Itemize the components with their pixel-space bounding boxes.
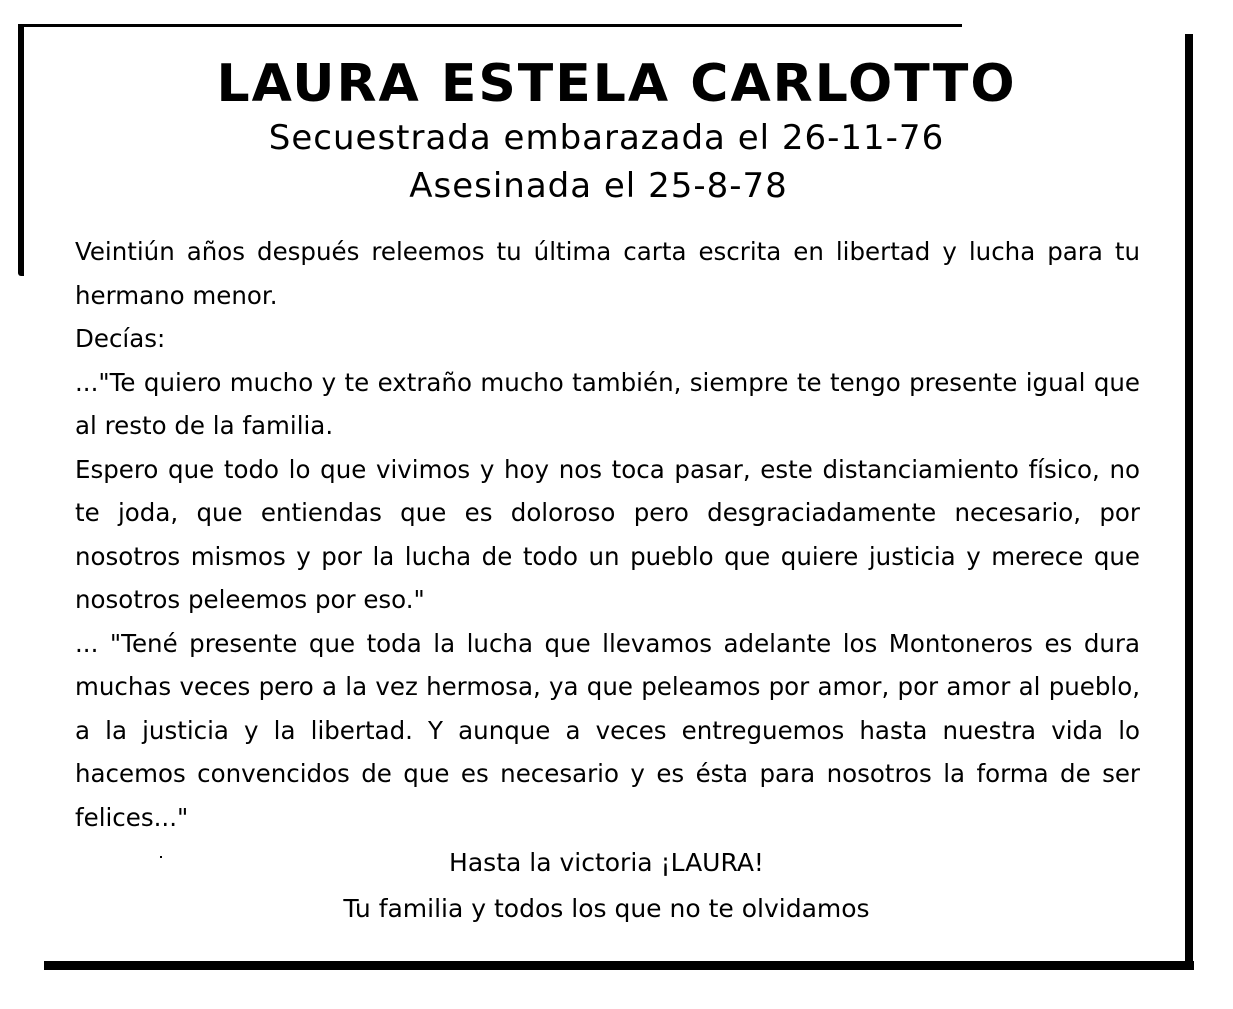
body-paragraph-quote-3: ... "Tené presente que toda la lucha que llevamos adelante los Montoneros es dura muchas veces pero a la vez hermosa, ya que peleamos por amor, por amor al pueblo, a la justicia y la libertad. Y aunque a veces entreguemos hasta nuestra vida lo hacemos convencidos de que es necesario y es ésta para nosotros la forma de ser felices..." xyxy=(75,628,1140,832)
notice-title: LAURA ESTELA CARLOTTO xyxy=(216,54,1017,114)
frame-bottom-border xyxy=(44,961,1194,970)
notice-subtitle-murdered: Asesinada el 25-8-78 xyxy=(409,166,788,206)
body-paragraph-decias: Decías: xyxy=(75,324,166,353)
frame-top-border xyxy=(22,24,962,27)
body-paragraph-intro: Veintiún años después releemos tu última carta escrita en libertad y lucha para tu hermano menor. xyxy=(75,237,1140,310)
notice-subtitle-kidnapped: Secuestrada embarazada el 26-11-76 xyxy=(268,118,945,158)
letter-body xyxy=(75,230,1140,839)
body-paragraph-quote-2: Espero que todo lo que vivimos y hoy nos toca pasar, este distanciamiento físico, no te joda, que entiendas que es doloroso pero desgraciadamente necesario, por nosotros mismos y por la lucha de todo un pueblo que quiere justicia y merece que nosotros peleemos por eso." xyxy=(75,454,1140,614)
closing-line-victory: Hasta la victoria ¡LAURA! xyxy=(449,848,764,877)
closing-line-signature: Tu familia y todos los que no te olvidamos xyxy=(343,894,870,923)
body-paragraph-quote-1: ..."Te quiero mucho y te extraño mucho también, siempre te tengo presente igual que al resto de la familia. xyxy=(75,367,1140,440)
